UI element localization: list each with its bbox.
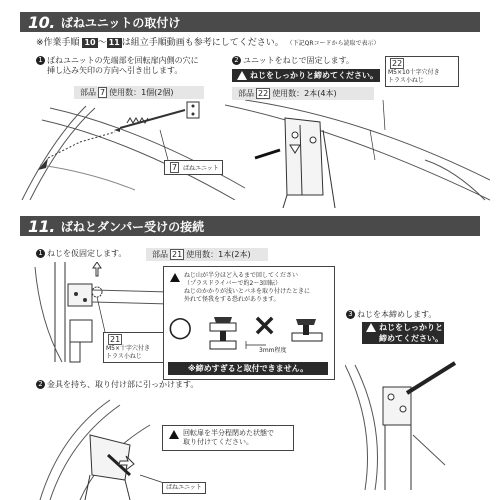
s10-callout-spring-unit [164, 160, 223, 175]
part-label: 部品 [152, 250, 168, 259]
caution-text [170, 272, 330, 304]
warning-text: ねじをしっかりと締めてください。 [250, 71, 378, 80]
s11-step3-text [346, 310, 436, 320]
callout-text: ばねユニット [183, 165, 219, 172]
note-line1: 回転扉を半分程閉めた状態で [183, 429, 274, 437]
part-usage: 使用数：1個(2個) [109, 88, 174, 97]
gap-label: 3mm程度 [259, 347, 287, 354]
s10-step1-part-bar [74, 86, 204, 99]
s10-step1-text [36, 56, 246, 76]
section-11-header [20, 216, 480, 236]
s10-screw-spec [385, 56, 459, 87]
s11-caution-box [163, 266, 335, 380]
note-line2: 取り付けてください。 [183, 438, 253, 446]
s11-step1-text [36, 249, 126, 259]
ok-plate [210, 323, 236, 331]
s11-screw-spec [103, 332, 165, 363]
part-label: 部品 [238, 89, 254, 98]
s11-step2-line: 金具を持ち、取り付け部に引っかけます。 [47, 380, 199, 389]
caution-icon [170, 273, 180, 282]
s10-step2-warning [232, 69, 380, 82]
note-step-from: 10 [84, 38, 96, 47]
screw-number: 21 [110, 335, 121, 344]
note-prefix: ※作業手順 [36, 38, 80, 48]
ng-screw-head [296, 319, 316, 325]
note-step-to: 11 [108, 38, 120, 47]
section-11-title: ばねとダンパー受けの接続 [60, 219, 205, 234]
s10-step2-num: 2 [232, 56, 241, 65]
s10-step1-line1: ばねユニットの先端部を回転扉内側の穴に [47, 56, 199, 65]
caution-line4: 外れて怪我をする恐れがあります。 [184, 296, 280, 303]
warning-line1: ねじをしっかりと [379, 323, 443, 332]
s11-callout-spring-unit: ばねユニット [162, 482, 206, 494]
damper-bracket [68, 284, 92, 306]
door-edge-left [30, 108, 95, 200]
section-11-number: 11. [28, 216, 55, 236]
bracket [383, 387, 411, 425]
ok-mark: ○ [168, 310, 193, 343]
note-tilde: 〜 [97, 38, 107, 48]
s11-step3-warning [362, 322, 444, 344]
door-rib [40, 165, 135, 190]
ok-screw-head [214, 317, 232, 323]
bracket-plate [187, 102, 199, 118]
s11-step2-num: 2 [36, 380, 45, 389]
s10-step2-line: ユニットをねじで固定します。 [243, 56, 355, 65]
warning-icon [237, 71, 247, 80]
s11-step1-num: 1 [36, 249, 45, 258]
s11-step2-text [36, 380, 198, 390]
bracket [285, 118, 323, 195]
screw-line1: M5×十字穴付き [106, 345, 151, 352]
part-number: 22 [258, 89, 269, 98]
screw-line2: トラス小ねじ [106, 353, 142, 360]
s10-step1-num: 1 [36, 56, 45, 65]
section-10-header [20, 12, 480, 32]
s10-step1-line2: 挿し込み矢印の方向へ引き出します。 [47, 66, 183, 75]
screw-number: 22 [392, 59, 403, 68]
arrow-down [93, 262, 101, 276]
screw-highlight [92, 287, 102, 297]
s11-step1-part-bar [146, 248, 268, 261]
warning-line2: 締めてください。 [379, 334, 443, 343]
s10-step2-illustration [225, 100, 490, 208]
s10-step2-text [232, 56, 354, 66]
caution-bar: ※締めすぎると取付できません。 [168, 362, 328, 375]
caution-line2: （プラスドライバーで約2〜3回転） [184, 280, 282, 287]
frame-arc [225, 105, 490, 200]
part-usage: 使用数：1本(2本) [186, 250, 251, 259]
s10-step2-part-bar [232, 87, 374, 100]
s11-step1-line: ねじを仮固定します。 [47, 249, 127, 258]
s11-step3-illustration [345, 345, 490, 490]
section-10-title: ばねユニットの取付け [60, 15, 181, 30]
part-number: 21 [172, 250, 183, 259]
section-10-note [36, 38, 380, 49]
section-10-number: 10. [28, 12, 55, 32]
door-edge-left2 [22, 106, 86, 200]
screw-line2: トラス小ねじ [388, 77, 424, 84]
ng-mark: × [252, 308, 278, 343]
s11-step3-line: ねじを本締めします。 [357, 310, 437, 319]
screwdriver [255, 150, 280, 158]
s11-step3-num: 3 [346, 310, 355, 319]
screw-line1: M5×10十字穴付き [388, 69, 440, 76]
screw-top [292, 132, 298, 138]
caution-line3: ねじのかかりが浅いとバネを取り付けたときに [184, 288, 311, 295]
part-number: 7 [100, 88, 106, 97]
caution-line1: ねじ山が半分ほど入るまで回してください [184, 272, 299, 279]
note-suffix: は組立手順動画も参考にしてください。 [121, 38, 284, 48]
part-usage: 使用数：2本(4本) [272, 89, 337, 98]
part-label: 部品 [80, 88, 96, 97]
s10-step1-illustration [20, 100, 250, 200]
warning-icon [366, 323, 376, 332]
note-qr: （下記QRコードから読取で表示） [286, 40, 380, 47]
screwdriver [407, 363, 455, 393]
callout-number: 7 [172, 163, 178, 172]
